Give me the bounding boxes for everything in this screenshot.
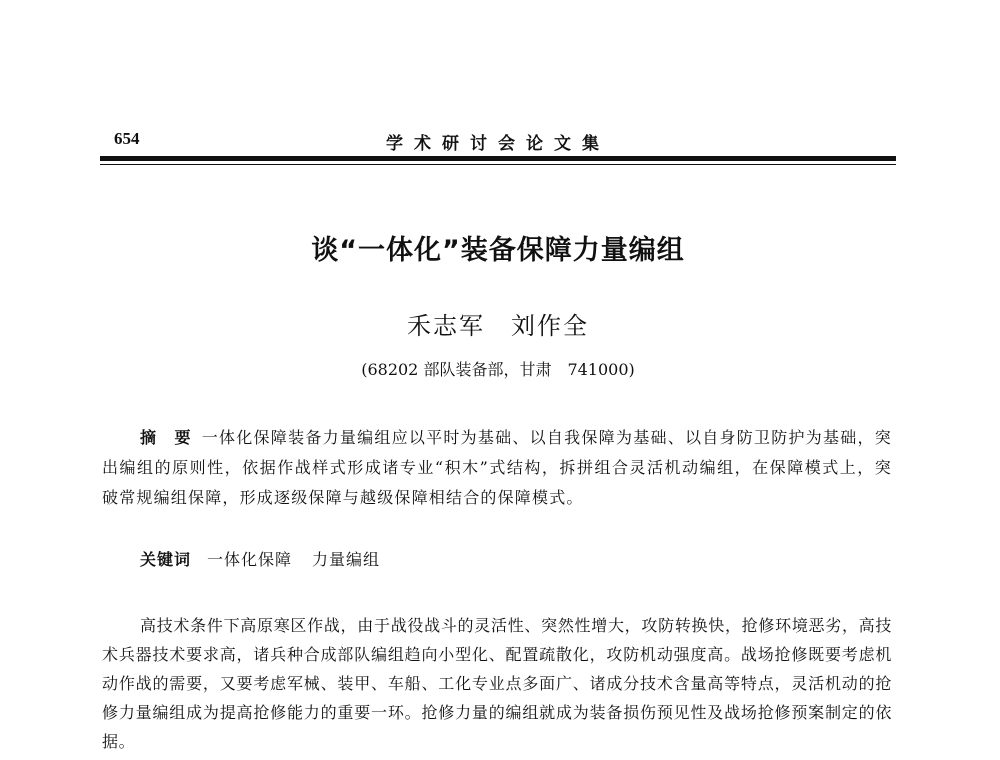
affiliation: (68202 部队装备部，甘肃 741000) <box>361 360 635 379</box>
header-rule-thin <box>100 164 896 165</box>
authors: 禾志军 刘作全 <box>407 312 589 340</box>
keywords-label: 关键词 <box>140 550 192 569</box>
body-paragraph: 高技术条件下高原寒区作战，由于战役战斗的灵活性、突然性增大，攻防转换快，抢修环境恶劣，高技术兵器技术要求高，诸兵种合成部队编组趋向小型化、配置疏散化，攻防机动强度高。战场抢修既要考虑机动作战的需要，又要考虑军械、装甲、车船、工化专业点多面广、诸成分技术含量高等特点，灵活机动的抢修力量编组成为提高抢修能力的重要一环。抢修力量的编组就成为装备损伤预见性及战场抢修预案制定的依据。 <box>102 616 892 751</box>
keyword-item: 一体化保障 <box>207 550 293 569</box>
header-rule-thick <box>100 156 896 161</box>
keyword-item: 力量编组 <box>312 550 381 569</box>
page-number: 654 <box>114 129 140 148</box>
abstract <box>102 423 892 513</box>
journal-title: 学术研讨会论文集 <box>386 134 610 154</box>
keywords <box>140 548 380 572</box>
running-header <box>100 129 896 155</box>
abstract-label: 摘 要 <box>140 428 192 447</box>
abstract-text: 一体化保障装备力量编组应以平时为基础、以自我保障为基础、以自身防卫防护为基础，突出编组的原则性，依据作战样式形成诸专业“积木”式结构，拆拼组合灵活机动编组，在保障模式上，突破常规编组保障，形成逐级保障与越级保障相结合的保障模式。 <box>102 428 892 507</box>
paper-title: 谈“一体化”装备保障力量编组 <box>311 235 685 266</box>
